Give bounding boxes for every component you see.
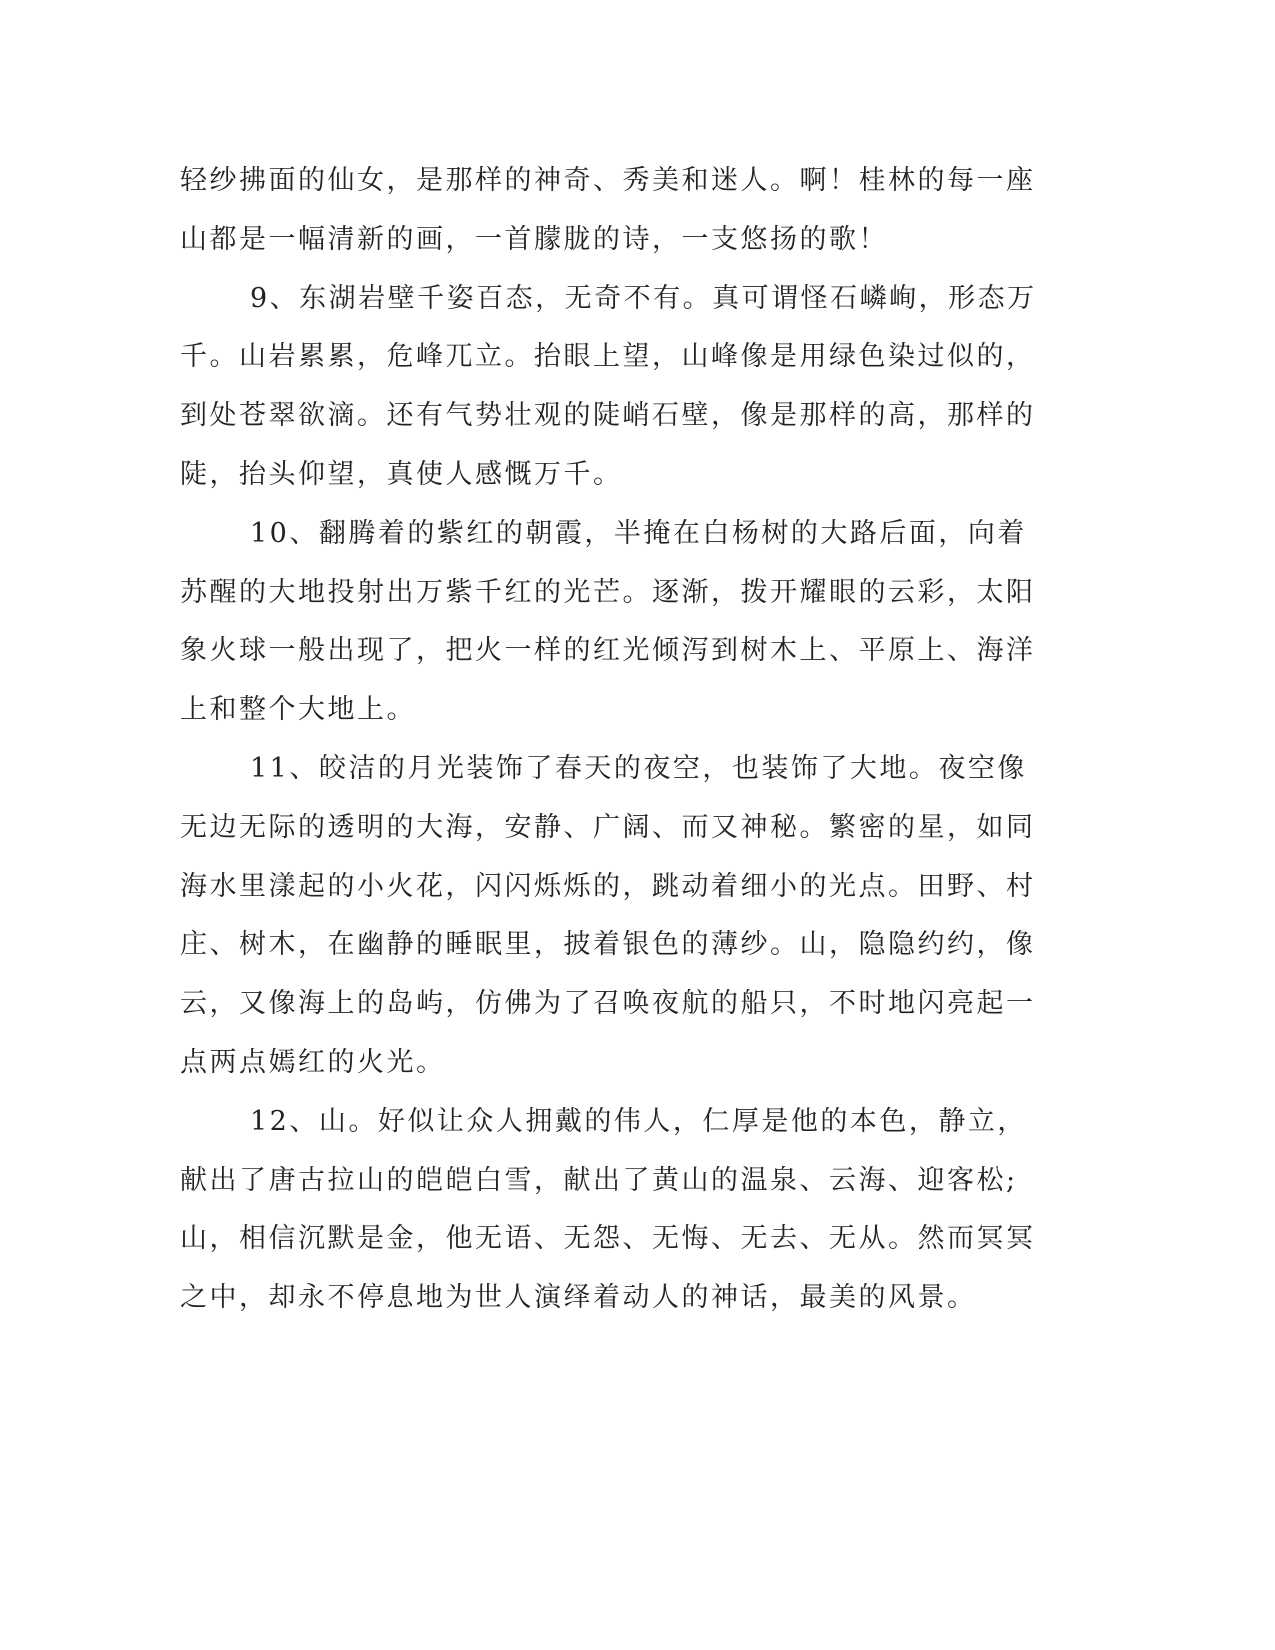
paragraph-9: 9、东湖岩壁千姿百态，无奇不有。真可谓怪石嶙峋，形态万千。山岩累累，危峰兀立。抬眼上望，山峰像是用绿色染过似的，到处苍翠欲滴。还有气势壮观的陡峭石壁，像是那样的高，那样的陡，抬头仰望，真使人感慨万千。 [180,282,1037,490]
paragraph-12: 12、山。好似让众人拥戴的伟人，仁厚是他的本色，静立，献出了唐古拉山的皑皑白雪，献出了黄山的温泉、云海、迎客松;山，相信沉默是金，他无语、无怨、无悔、无去、无从。然而冥冥之中，却永不停息地为世人演绎着动人的神话，最美的风景。 [180,1105,1036,1314]
paragraph-continuation: 轻纱拂面的仙女，是那样的神奇、秀美和迷人。啊！桂林的每一座山都是一幅清新的画，一首朦胧的诗，一支悠扬的歌！ [180,165,1036,255]
paragraph-11: 11、皎洁的月光装饰了春天的夜空，也装饰了大地。夜空像无边无际的透明的大海，安静、广阔、而又神秘。繁密的星，如同海水里漾起的小火花，闪闪烁烁的，跳动着细小的光点。田野、村庄、树木，在幽静的睡眠里，披着银色的薄纱。山，隐隐约约，像云，又像海上的岛屿，仿佛为了召唤夜航的船只，不时地闪亮起一点两点嫣红的火光。 [180,752,1036,1078]
document-body [180,152,1040,1328]
paragraph-10: 10、翻腾着的紫红的朝霞，半掩在白杨树的大路后面，向着苏醒的大地投射出万紫千红的光芒。逐渐，拨开耀眼的云彩，太阳象火球一般出现了，把火一样的红光倾泻到树木上、平原上、海洋上和整个大地上。 [180,517,1036,726]
